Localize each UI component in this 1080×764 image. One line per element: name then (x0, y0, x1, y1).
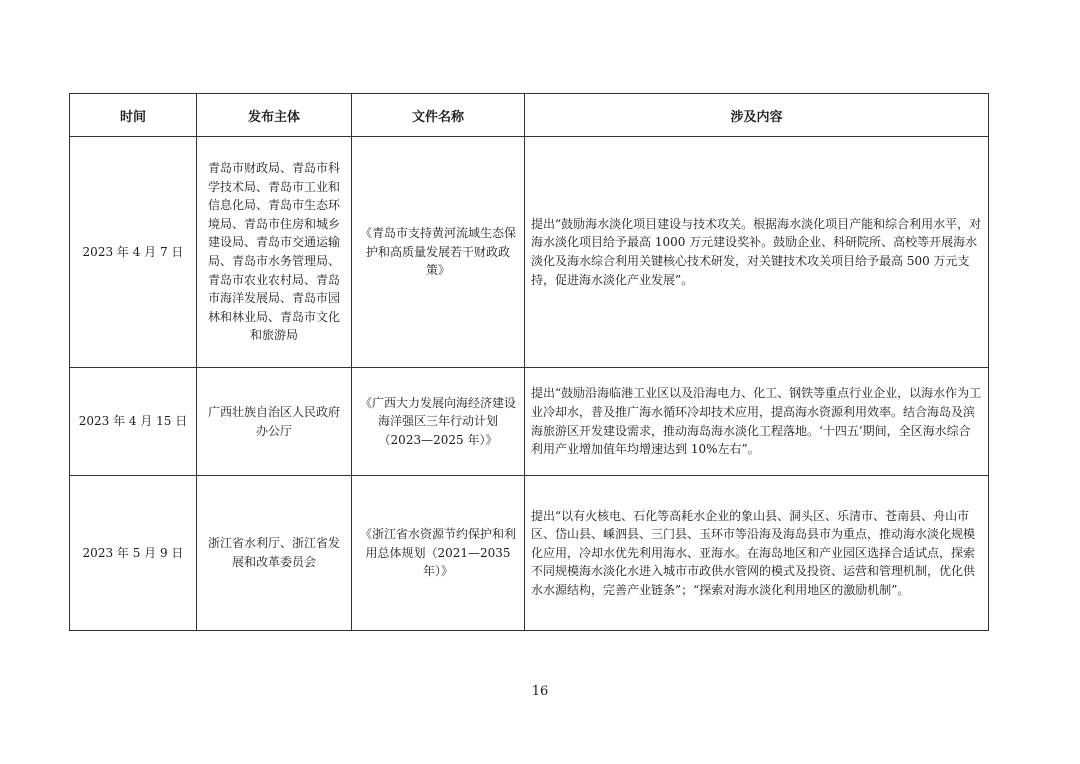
cell-document: 《青岛市支持黄河流域生态保护和高质量发展若干财政政策》 (352, 137, 525, 368)
page-number: 16 (531, 684, 549, 699)
cell-date: 2023 年 4 月 7 日 (70, 137, 197, 368)
cell-date: 2023 年 4 月 15 日 (70, 368, 197, 476)
header-issuer: 发布主体 (197, 94, 352, 137)
cell-document: 《浙江省水资源节约保护和利用总体规划（2021—2035 年）》 (352, 476, 525, 631)
header-content: 涉及内容 (525, 94, 989, 137)
cell-date: 2023 年 5 月 9 日 (70, 476, 197, 631)
cell-content: 提出“鼓励海水淡化项目建设与技术攻关。根据海水淡化项目产能和综合利用水平，对海水淡化项目给予最高 1000 万元建设奖补。鼓励企业、科研院所、高校等开展海水淡化及海水综合利用关键核心技术研发，对关键技术攻关项目给予最高 500 万元支持，促进海水淡化产业发展”。 (525, 137, 989, 368)
cell-content: 提出“以有火核电、石化等高耗水企业的象山县、洞头区、乐清市、苍南县、舟山市区、岱山县、嵊泗县、三门县、玉环市等沿海及海岛县市为重点，推动海水淡化规模化应用，冷却水优先利用海水、亚海水。在海岛地区和产业园区选择合适试点，探索不同规模海水淡化水进入城市市政供水管网的模式及投资、运营和管理机制，优化供水水源结构，完善产业链条”；“探索对海水淡化利用地区的激励机制”。 (525, 476, 989, 631)
cell-issuer: 广西壮族自治区人民政府办公厅 (197, 368, 352, 476)
table-row (70, 368, 989, 476)
table-row (70, 137, 989, 368)
cell-issuer: 青岛市财政局、青岛市科学技术局、青岛市工业和信息化局、青岛市生态环境局、青岛市住房和城乡建设局、青岛市交通运输局、青岛市水务管理局、青岛市农业农村局、青岛市海洋发展局、青岛市园林和林业局、青岛市文化和旅游局 (197, 137, 352, 368)
table-row (70, 476, 989, 631)
cell-content: 提出“鼓励沿海临港工业区以及沿海电力、化工、钢铁等重点行业企业，以海水作为工业冷却水，普及推广海水循环冷却技术应用，提高海水资源利用效率。结合海岛及滨海旅游区开发建设需求，推动海岛海水淡化工程落地。‘十四五’期间，全区海水综合利用产业增加值年均增速达到 10%左右”。 (525, 368, 989, 476)
cell-document: 《广西大力发展向海经济建设海洋强区三年行动计划（2023—2025 年）》 (352, 368, 525, 476)
cell-issuer: 浙江省水利厅、浙江省发展和改革委员会 (197, 476, 352, 631)
header-document: 文件名称 (352, 94, 525, 137)
header-time: 时间 (70, 94, 197, 137)
policy-table (69, 93, 989, 631)
table-header-row (70, 94, 989, 137)
